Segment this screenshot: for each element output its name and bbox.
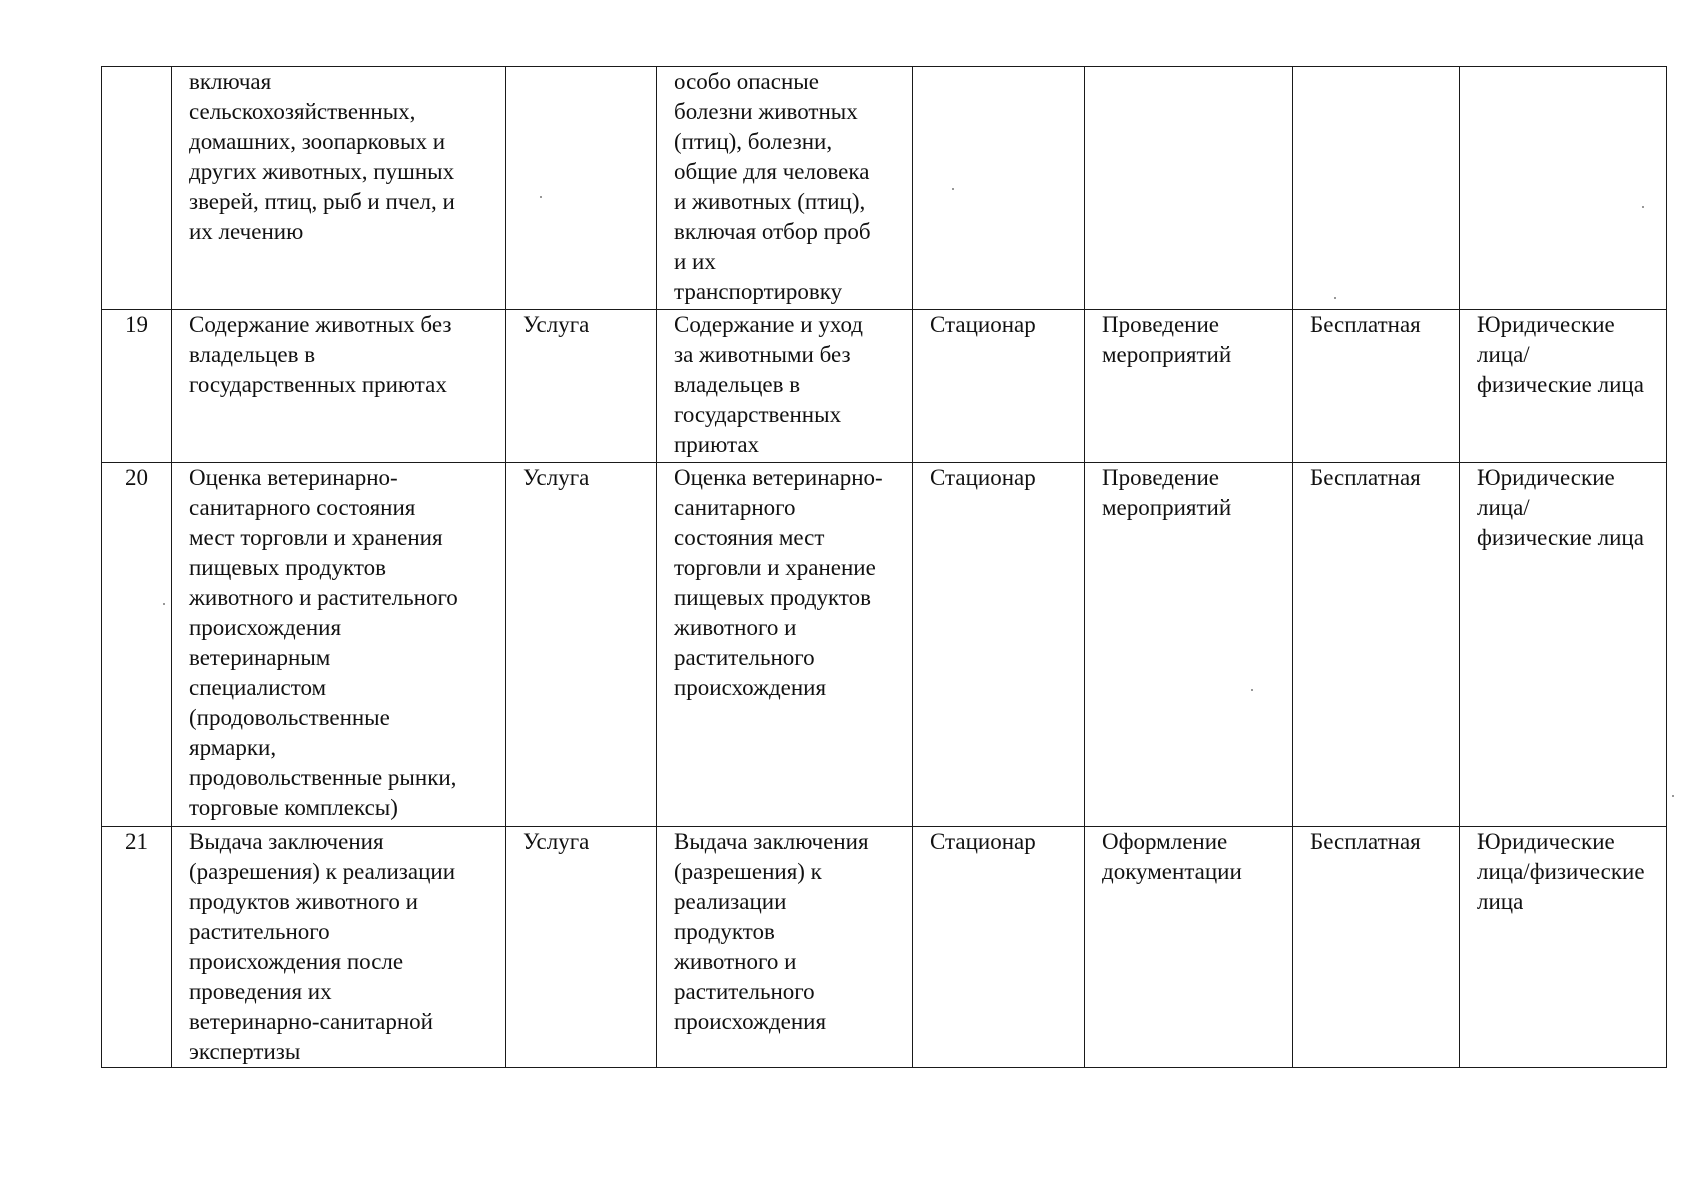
service-recipients-cell: Юридические лица/ физические лица — [1460, 463, 1667, 827]
service-method-cell: Оформление документации — [1085, 827, 1293, 1068]
service-name-cell: включая сельскохозяйственных, домашних, зоопарковых и других животных, пушных зверей, птиц, рыб и пчел, и их лечению — [172, 67, 506, 310]
service-method-cell: Проведение мероприятий — [1085, 463, 1293, 827]
service-cost-cell: Бесплатная — [1293, 310, 1460, 463]
service-form-cell: Стационар — [913, 463, 1085, 827]
scan-speck — [163, 603, 165, 605]
service-form-cell — [913, 67, 1085, 310]
service-type-cell: Услуга — [506, 463, 657, 827]
scan-speck — [1672, 795, 1674, 797]
table-row — [102, 310, 1667, 463]
service-cost-cell: Бесплатная — [1293, 463, 1460, 827]
services-table-container — [101, 66, 1666, 1068]
service-type-cell: Услуга — [506, 827, 657, 1068]
table-row — [102, 67, 1667, 310]
service-name-cell: Содержание животных без владельцев в государственных приютах — [172, 310, 506, 463]
service-form-cell: Стационар — [913, 310, 1085, 463]
row-number-cell: 20 — [102, 463, 172, 827]
service-cost-cell — [1293, 67, 1460, 310]
service-content-cell: особо опасные болезни животных (птиц), болезни, общие для человека и животных (птиц), включая отбор проб и их транспортировку — [657, 67, 913, 310]
service-method-cell — [1085, 67, 1293, 310]
service-type-cell: Услуга — [506, 310, 657, 463]
service-cost-cell: Бесплатная — [1293, 827, 1460, 1068]
service-method-cell: Проведение мероприятий — [1085, 310, 1293, 463]
service-form-cell: Стационар — [913, 827, 1085, 1068]
scan-speck — [1251, 689, 1253, 691]
service-content-cell: Содержание и уход за животными без владельцев в государственных приютах — [657, 310, 913, 463]
service-name-cell: Оценка ветеринарно- санитарного состояния мест торговли и хранения пищевых продуктов животного и растительного происхождения ветеринарным специалистом (продовольственные ярмарки, продовольственные рынки, торговые комплексы) — [172, 463, 506, 827]
row-number-cell — [102, 67, 172, 310]
table-row — [102, 827, 1667, 1068]
service-recipients-cell — [1460, 67, 1667, 310]
service-recipients-cell: Юридические лица/ физические лица — [1460, 310, 1667, 463]
service-name-cell: Выдача заключения (разрешения) к реализации продуктов животного и растительного происхождения после проведения их ветеринарно-санитарной экспертизы — [172, 827, 506, 1068]
row-number-cell: 21 — [102, 827, 172, 1068]
row-number-cell: 19 — [102, 310, 172, 463]
scan-speck — [1334, 297, 1336, 299]
service-content-cell: Выдача заключения (разрешения) к реализации продуктов животного и растительного происхождения — [657, 827, 913, 1068]
service-recipients-cell: Юридические лица/физические лица — [1460, 827, 1667, 1068]
scan-speck — [1642, 206, 1644, 208]
service-content-cell: Оценка ветеринарно- санитарного состояния мест торговли и хранение пищевых продуктов животного и растительного происхождения — [657, 463, 913, 827]
services-table — [101, 66, 1667, 1068]
scan-speck — [540, 196, 542, 198]
table-row — [102, 463, 1667, 827]
scan-speck — [952, 188, 954, 190]
service-type-cell — [506, 67, 657, 310]
